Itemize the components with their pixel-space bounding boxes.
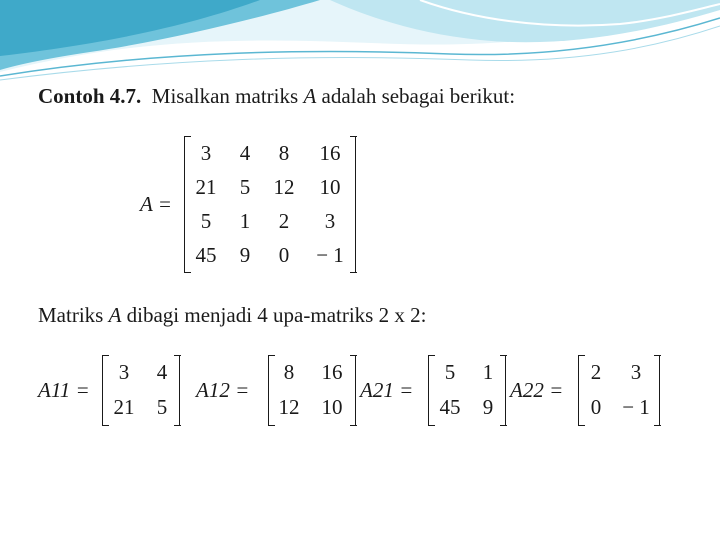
matrix-cell: 3 [630, 360, 642, 384]
matrix-cell: − 1 [316, 242, 344, 267]
matrix-cell: 10 [319, 174, 341, 199]
matrix-cell: 12 [278, 395, 300, 419]
matrix-cell: 3 [200, 140, 212, 165]
matrix-cell: 16 [319, 140, 341, 165]
submatrix-label-a21: A21 = [360, 378, 414, 402]
submatrix-label-a11: A11 = [38, 378, 90, 402]
heading-text-before: Misalkan matriks [151, 84, 299, 108]
matrix-cell: − 1 [622, 395, 650, 419]
subheading-text-after: dibagi menjadi 4 upa-matriks 2 x 2: [126, 303, 427, 327]
matrix-cell: 3 [324, 208, 336, 233]
matrix-cell: 16 [321, 360, 343, 384]
matrix-cell: 8 [283, 360, 295, 384]
heading-var: A [303, 84, 317, 108]
subheading-var: A [108, 303, 122, 327]
matrix-cell: 1 [239, 208, 251, 233]
matrix-cell: 4 [156, 360, 168, 384]
subheading-text-before: Matriks [38, 303, 104, 327]
matrix-cell: 2 [590, 360, 602, 384]
partition-description [38, 303, 426, 328]
submatrix-a12 [268, 355, 356, 425]
example-heading [38, 84, 515, 109]
matrix-cell: 3 [118, 360, 130, 384]
matrix-cell: 1 [482, 360, 494, 384]
matrix-cell: 5 [200, 208, 212, 233]
submatrix-label-a22: A22 = [510, 378, 564, 402]
matrix-cell: 21 [113, 395, 135, 419]
matrix-cell: 5 [156, 395, 168, 419]
header-wave-decoration [0, 0, 720, 90]
matrix-cell: 9 [239, 242, 251, 267]
matrix-cell: 0 [278, 242, 290, 267]
matrix-a-label: A = [140, 192, 172, 216]
matrix-cell: 4 [239, 140, 251, 165]
matrix-cell: 0 [590, 395, 602, 419]
matrix-cell: 8 [278, 140, 290, 165]
matrix-cell: 5 [444, 360, 456, 384]
matrix-a [184, 136, 356, 272]
submatrix-a22 [578, 355, 660, 425]
submatrix-label-a12: A12 = [196, 378, 250, 402]
matrix-cell: 21 [195, 174, 217, 199]
matrix-cell: 10 [321, 395, 343, 419]
submatrix-a21 [428, 355, 506, 425]
matrix-cell: 9 [482, 395, 494, 419]
matrix-cell: 45 [439, 395, 461, 419]
example-label: Contoh 4.7. [38, 84, 142, 108]
matrix-cell: 2 [278, 208, 290, 233]
matrix-cell: 5 [239, 174, 251, 199]
matrix-cell: 12 [273, 174, 295, 199]
matrix-cell: 45 [195, 242, 217, 267]
submatrix-a11 [102, 355, 180, 425]
heading-text-after: adalah sebagai berikut: [321, 84, 516, 108]
